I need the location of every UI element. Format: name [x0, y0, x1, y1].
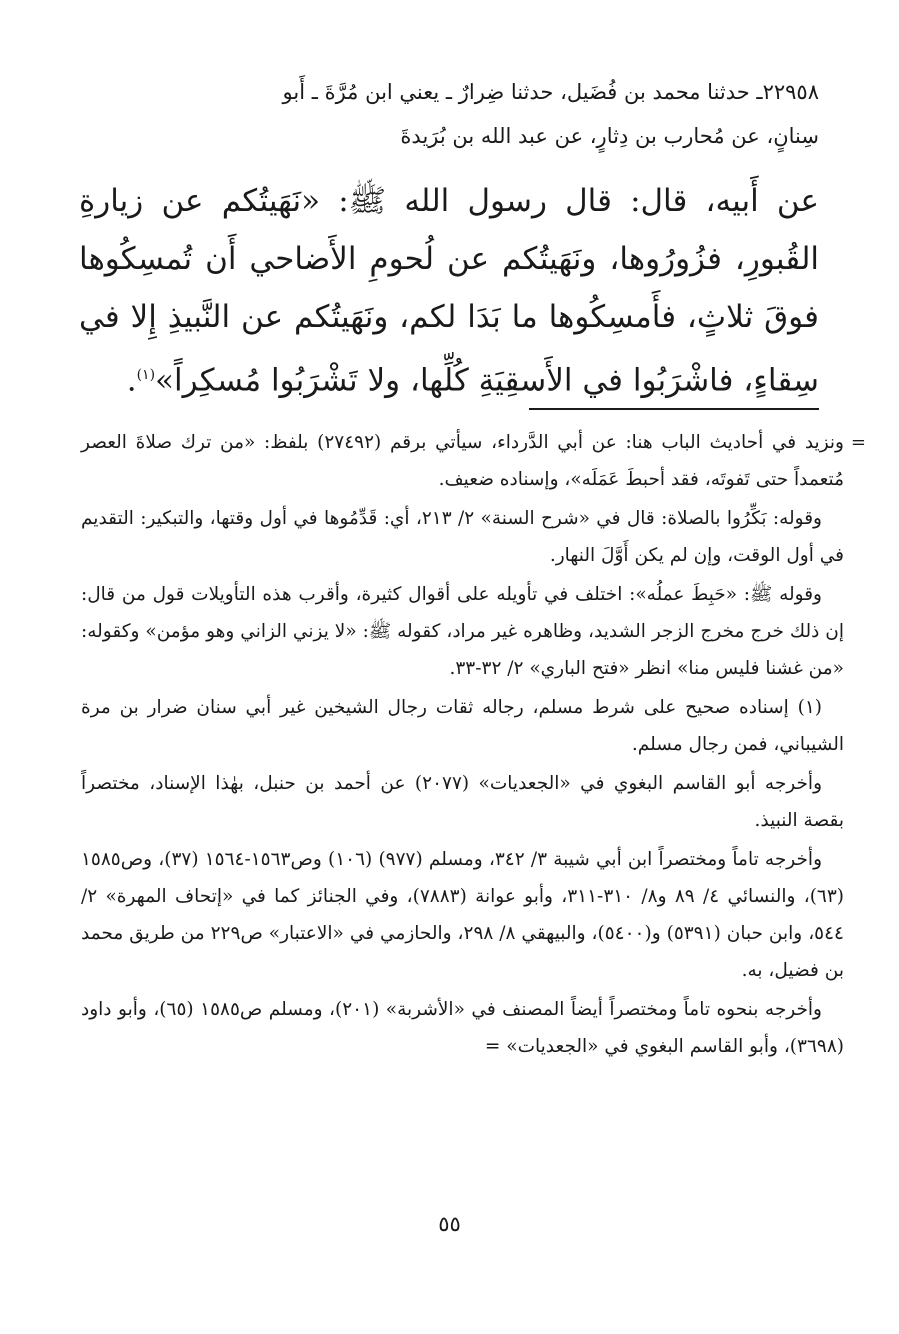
footnote-paragraph: وأخرجه أبو القاسم البغوي في «الجعديات» (٢٠٧٧) عن أحمد بن حنبل، بهٰذا الإسناد، مختصراً بقصة النبيذ. — [81, 773, 844, 831]
footnote-paragraph: وقوله: بَكِّرُوا بالصلاة: قال في «شرح السنة» ٢/ ٢١٣، أي: قَدِّمُوها في أول وقتها، والتبكير: التقديم في أول الوقت، وإن لم يكن أَوَّلَ النهار. — [81, 508, 844, 566]
isnad-line-2: سِنانٍ، عن مُحارب بن دِثارٍ، عن عبد الله بن بُرَيدةَ — [400, 124, 819, 148]
footnote-1: (١) إسناده صحيح على شرط مسلم، رجاله ثقات رجال الشيخين غير أبي سنان ضرار بن مرة الشيباني، فمن رجال مسلم. — [81, 697, 844, 755]
footnote-text: ونزيد في أحاديث الباب هنا: عن أبي الدَّرداء، سيأتي برقم (٢٧٤٩٢) بلفظ: «من ترك صلاةَ العصر مُتعمداً حتى تَفوتَه، فقد أحبطَ عَمَلَه»، وإسناده ضعيف. — [81, 432, 844, 490]
page-number: ٥٥ — [438, 1212, 461, 1236]
footnote-paragraph: وأخرجه تاماً ومختصراً ابن أبي شيبة ٣/ ٣٤٢، ومسلم (٩٧٧) (١٠٦) وص١٥٦٣-١٥٦٤ (٣٧)، وص١٥٨٥ (٦٣)، والنسائي ٤/ ٨٩ و٨/ ٣١٠-٣١١، وأبو عوانة (٧٨٨٣)، وفي الجنائز كما في «إتحاف المهرة» ٢/ ٥٤٤، وابن حبان (٥٣٩١) و(٥٤٠٠)، والبيهقي ٨/ ٢٩٨، والحازمي في «الاعتبار» ص٢٢٩ من طريق محمد بن فضيل، به. — [81, 849, 845, 981]
hadith-isnad — [79, 70, 819, 158]
footnotes — [81, 424, 866, 1067]
hadith-matn — [79, 172, 819, 409]
continuation-mark: = — [850, 432, 866, 453]
matn-text: عن أَبيه، قال: قال رسول الله ﷺ: «نَهَيتُكم عن زيارةِ القُبورِ، فزُورُوها، ونَهَيتُكم عن لُحومِ الأَضاحي أَن تُمسِكُوها فوقَ ثلاثٍ، فأَمسِكُوها ما بَدَا لكم، ونَهَيتُكم عن النَّبيذِ إِلا في سِقاءٍ، فاشْرَبُوا في الأَسقِيَةِ كُلِّها، ولا تَشْرَبُوا مُسكِراً» — [79, 183, 819, 399]
footnote-reference: (١) — [136, 367, 156, 383]
footnote-paragraph: وقوله ﷺ: «حَبِطَ عملُه»: اختلف في تأويله على أقوال كثيرة، وأقرب هذه التأويلات قول من قال: إن ذلك خرج مخرج الزجر الشديد، وظاهره غير مراد، كقوله ﷺ: «لا يزني الزاني وهو مؤمن» وكقوله: «من غشنا فليس منا» انظر «فتح الباري» ٢/ ٣٢-٣٣. — [81, 584, 844, 679]
isnad-line-1: ٢٢٩٥٨ـ حدثنا محمد بن فُضَيل، حدثنا ضِرارٌ ـ يعني ابن مُرَّةَ ـ أَبو — [282, 80, 819, 104]
footnote-paragraph — [81, 424, 866, 498]
footnote-paragraph: وأخرجه بنحوه تاماً ومختصراً أيضاً المصنف في «الأشربة» (٢٠١)، ومسلم ص١٥٨٥ (٦٥)، وأبو داود (٣٦٩٨)، وأبو القاسم البغوي في «الجعديات» = — [81, 999, 844, 1057]
matn-end: . — [126, 362, 137, 399]
footnote-separator — [529, 408, 819, 410]
